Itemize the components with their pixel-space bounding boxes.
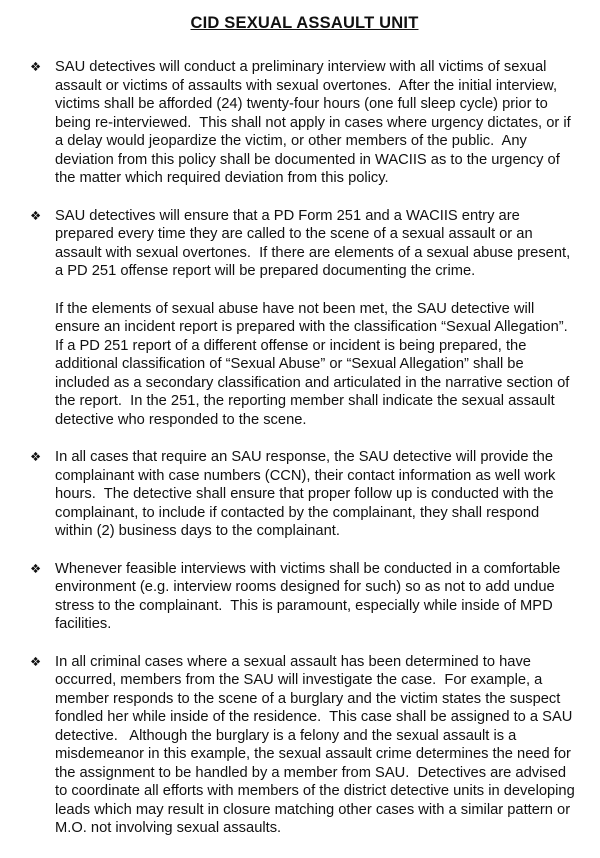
page-title: CID SEXUAL ASSAULT UNIT: [190, 14, 419, 32]
paragraph-text: SAU detectives will conduct a preliminary interview with all victims of sexual assault or victims of assaults with sexual overtones. After the initial interview, victims shall be afforded (24) twenty-four hours (one full sleep cycle) prior to being re-interviewed. This shall not apply in cases where urgency dictates, or if a delay would jeopardize the victim, or other members of the public. Any deviation from this policy shall be documented in WACIIS as to the urgency of the matter which required deviation from this policy.: [55, 59, 575, 186]
paragraph-text: Whenever feasible interviews with victims shall be conducted in a comfortable environment (e.g. interview rooms designed for such) so as not to add undue stress to the complainant. This is paramount, especially while inside of MPD facilities.: [55, 560, 565, 632]
policy-paragraph: [30, 58, 579, 188]
policy-paragraph: [30, 448, 579, 541]
diamond-bullet-icon: ❖: [30, 207, 42, 223]
paragraph-text: If the elements of sexual abuse have not been met, the SAU detective will ensure an incident report is prepared with the classification “Sexual Allegation”. If a PD 251 report of a different offense or incident is being prepared, the additional classification of “Sexual Abuse” or “Sexual Allegation” shall be included as a secondary classification and articulated in the narrative section of the report. In the 251, the reporting member shall indicate the sexual assault detective who responded to the scene.: [55, 300, 576, 428]
diamond-bullet-icon: ❖: [30, 560, 42, 576]
paragraph-text: SAU detectives will ensure that a PD Form 251 and a WACIIS entry are prepared every time they are called to the scene of a sexual assault or an assault with sexual overtones. If there are elements of a sexual abuse present, a PD 251 offense report will be prepared documenting the crime.: [55, 207, 575, 279]
paragraph-text: In all criminal cases where a sexual assault has been determined to have occurred, members from the SAU will investigate the case. For example, a member responds to the scene of a burglary and the victim states the suspect fondled her while inside of the residence. This case shall be assigned to a SAU detective. Although the burglary is a felony and the sexual assault is a misdemeanor in this example, the sexual assault crime determines the need for the assignment to be handled by a member from SAU. Detectives are advised to coordinate all efforts with members of the district detective units in developing leads which may result in closure matching other cases with a similar pattern or M.O. not involving sexual assaults.: [55, 653, 579, 836]
paragraph-text: In all cases that require an SAU response, the SAU detective will provide the complainant with case numbers (CCN), their contact information as well work hours. The detective shall ensure that proper follow up is conducted with the complainant, to include if contacted by the complainant, they shall respond within (2) business days to the complainant.: [55, 449, 560, 539]
policy-paragraph-continuation: [30, 300, 579, 430]
policy-paragraph: [30, 207, 579, 281]
policy-paragraph: [30, 560, 579, 634]
diamond-bullet-icon: ❖: [30, 449, 42, 464]
diamond-bullet-icon: ❖: [30, 59, 42, 74]
diamond-bullet-icon: ❖: [30, 653, 42, 669]
policy-paragraph: [30, 653, 579, 838]
